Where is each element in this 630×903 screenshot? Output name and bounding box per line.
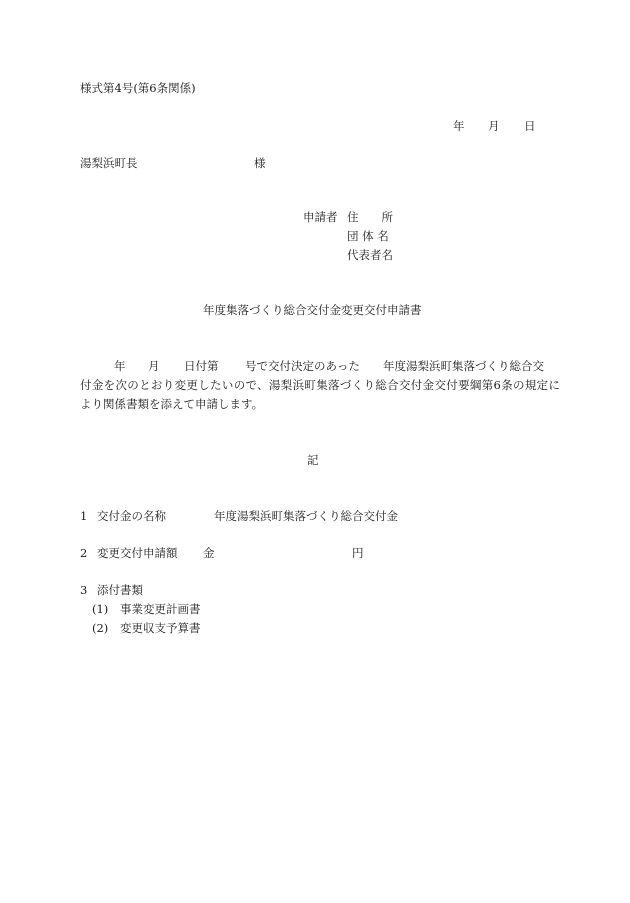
document-title: 年度集落づくり総合交付金変更交付申請書	[203, 303, 422, 317]
item-label: 交付金の名称	[97, 509, 166, 523]
applicant-representative-label: 代表者名	[347, 248, 393, 262]
amount-suffix: 円	[352, 546, 364, 560]
item-value: 年度湯梨浜町集落づくり総合交付金	[214, 509, 398, 523]
applicant-label: 申請者	[303, 210, 338, 224]
attachment-number: (2)	[92, 621, 109, 635]
body-line3: より関係書類を添えて申請します。	[80, 397, 264, 411]
attachment-label: 事業変更計画書	[120, 602, 201, 616]
item-label: 変更交付申請額	[97, 546, 178, 560]
body-number: 号で交付決定のあった	[245, 359, 360, 373]
body-line2: 付金を次のとおり変更したいので、湯梨浜町集落づくり総合交付金交付要綱第6条の規定に	[80, 378, 560, 392]
ki-mark: 記	[307, 453, 319, 467]
date-day: 日	[524, 119, 536, 133]
attachment-label: 変更収支予算書	[120, 621, 201, 635]
item-number: 1	[80, 509, 88, 523]
attachment-number: (1)	[92, 602, 109, 616]
form-number: 様式第4号(第6条関係)	[80, 81, 196, 95]
body-month: 月	[148, 359, 160, 373]
addressee-name: 湯梨浜町長	[80, 156, 138, 170]
date-month: 月	[488, 119, 500, 133]
body-line1-rest: 年度湯梨浜町集落づくり総合交	[383, 359, 544, 373]
date-year: 年	[453, 119, 465, 133]
item-number: 2	[80, 546, 88, 560]
applicant-address-label: 住 所	[347, 210, 393, 224]
item-number: 3	[80, 583, 88, 597]
applicant-group-label: 団 体 名	[347, 229, 389, 243]
body-year: 年	[114, 359, 126, 373]
amount-prefix: 金	[203, 546, 215, 560]
body-day: 日付第	[184, 359, 219, 373]
item-label: 添付書類	[97, 583, 143, 597]
addressee-honorific: 様	[254, 156, 266, 170]
